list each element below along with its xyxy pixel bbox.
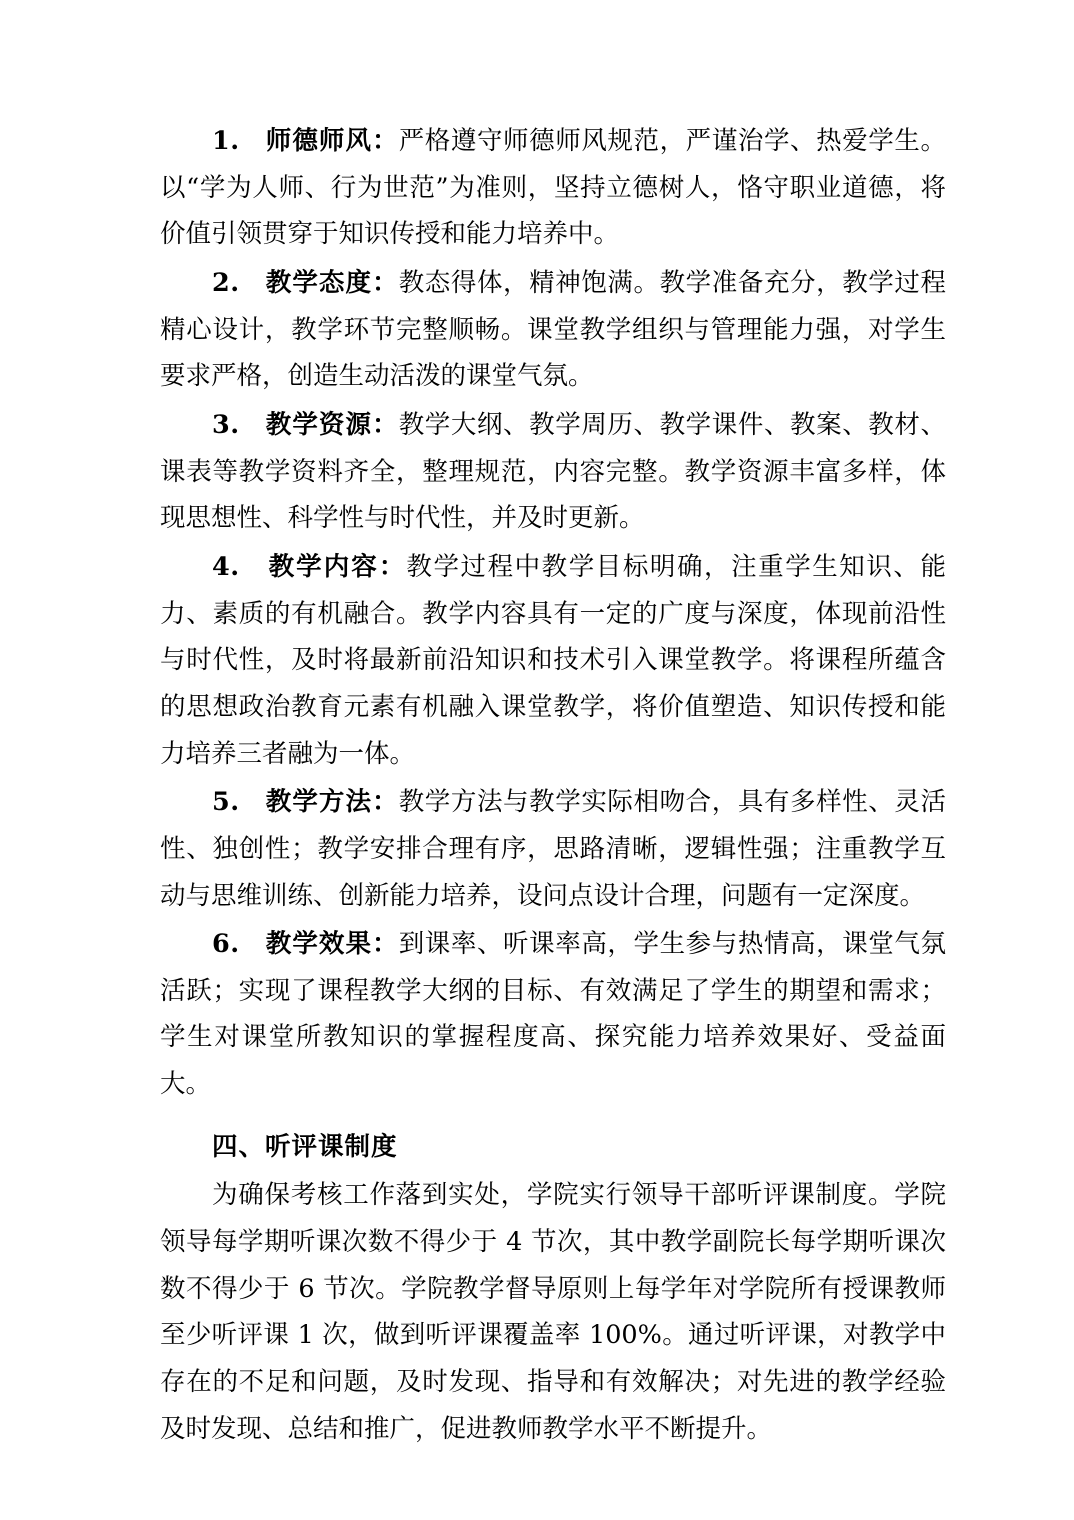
section-paragraph: 为确保考核工作落到实处，学院实行领导干部听评课制度。学院领导每学期听课次数不得少于 4 节次，其中教学副院长每学期听课次数不得少于 6 节次。学院教学督导原则上每学年对学院所有授课教师至少听评课 1 次，做到听评课覆盖率 100%。通过听评课，对教学中存在的不足和问题，及时发现、指导和有效解决；对先进的教学经验及时发现、总结和推广，促进教师教学水平不断提升。 — [160, 1180, 946, 1444]
item-number: 4. — [212, 551, 240, 582]
item-term: 师德师风： — [265, 126, 399, 156]
item-term: 教学内容： — [268, 551, 407, 582]
item-number: 6. — [212, 929, 240, 960]
item-text: 到课率、听课率高，学生参与热情高，课堂气氛活跃；实现了课程教学大纲的目标、有效满足了学生的期望和需求；学生对课堂所教知识的掌握程度高、探究能力培养效果好、受益面大。 — [160, 929, 946, 1100]
item-term: 教学资源： — [265, 409, 399, 440]
item-number: 1. — [212, 126, 240, 156]
item-term: 教学态度： — [265, 267, 399, 298]
item-term: 教学方法： — [265, 787, 399, 818]
item-text: 教学大纲、教学周历、教学课件、教案、教材、课表等教学资料齐全，整理规范，内容完整。教学资源丰富多样，体现思想性、科学性与时代性，并及时更新。 — [160, 409, 946, 534]
item-text: 严格遵守师德师风规范，严谨治学、热爱学生。以“学为人师、行为世范”为准则，坚持立德树人，恪守职业道德，将价值引领贯穿于知识传授和能力培养中。 — [160, 126, 946, 250]
item-term: 教学效果： — [265, 929, 399, 960]
list-item — [160, 921, 946, 1108]
list-item — [160, 544, 946, 777]
item-number: 3. — [212, 409, 240, 440]
list-item — [160, 402, 946, 542]
list-item — [160, 118, 946, 258]
section-heading: 四、听评课制度 — [212, 1131, 398, 1162]
item-text: 教学过程中教学目标明确，注重学生知识、能力、素质的有机融合。教学内容具有一定的广度与深度，体现前沿性与时代性，及时将最新前沿知识和技术引入课堂教学。将课程所蕴含的思想政治教育元素有机融入课堂教学，将价值塑造、知识传授和能力培养三者融为一体。 — [160, 551, 946, 769]
item-text: 教态得体，精神饱满。教学准备充分，教学过程精心设计，教学环节完整顺畅。课堂教学组织与管理能力强，对学生要求严格，创造生动活泼的课堂气氛。 — [160, 267, 946, 392]
item-number: 5. — [212, 787, 240, 818]
document-body — [160, 118, 946, 1452]
item-number: 2. — [212, 267, 240, 298]
list-item — [160, 779, 946, 919]
item-text: 教学方法与教学实际相吻合，具有多样性、灵活性、独创性；教学安排合理有序，思路清晰，逻辑性强；注重教学互动与思维训练、创新能力培养，设问点设计合理，问题有一定深度。 — [160, 787, 946, 911]
list-item — [160, 260, 946, 400]
